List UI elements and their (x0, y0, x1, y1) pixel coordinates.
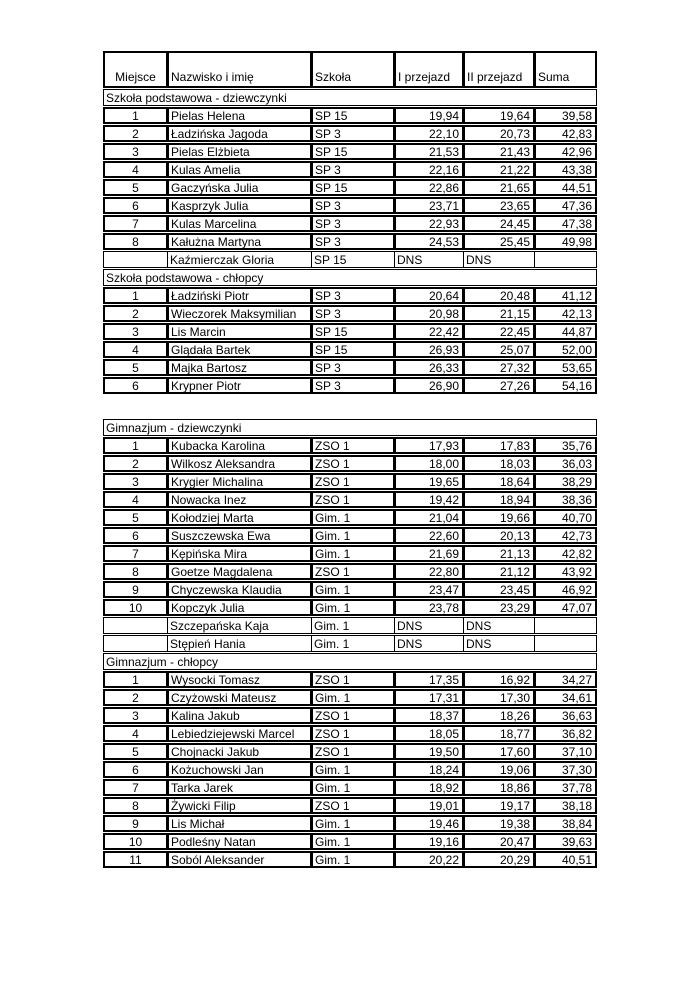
cell-name: Majka Bartosz (167, 359, 312, 376)
cell-name: Kałużna Martyna (167, 233, 312, 250)
cell-name: Kulas Amelia (167, 161, 312, 178)
cell-school: SP 15 (311, 341, 395, 358)
cell-total: 42,83 (534, 125, 597, 142)
result-row (103, 617, 597, 634)
cell-name: Żywicki Filip (167, 797, 312, 814)
cell-place: 1 (103, 287, 168, 304)
cell-school: ZSO 1 (311, 473, 395, 490)
cell-name: Podleśny Natan (167, 833, 312, 850)
column-header-przejazd1: I przejazd (394, 51, 464, 88)
result-row (103, 215, 597, 232)
cell-run1: 21,53 (394, 143, 464, 160)
table-gimnazjum (103, 419, 597, 868)
cell-run2: DNS (463, 251, 535, 268)
cell-run1: 20,64 (394, 287, 464, 304)
cell-school: SP 15 (311, 107, 395, 124)
cell-total: 47,07 (534, 599, 597, 616)
cell-school: Gim. 1 (311, 527, 395, 544)
cell-run1: 22,60 (394, 527, 464, 544)
cell-run1: 19,01 (394, 797, 464, 814)
cell-school: ZSO 1 (311, 437, 395, 454)
cell-place: 7 (103, 545, 168, 562)
column-header-szkola: Szkoła (311, 51, 395, 88)
cell-run2: 18,03 (463, 455, 535, 472)
cell-school: ZSO 1 (311, 563, 395, 580)
result-row (103, 143, 597, 160)
cell-place: 1 (103, 671, 168, 688)
cell-run1: 20,98 (394, 305, 464, 322)
result-row (103, 251, 597, 268)
cell-name: Glądała Bartek (167, 341, 312, 358)
cell-place: 2 (103, 455, 168, 472)
cell-name: Chojnacki Jakub (167, 743, 312, 760)
cell-run1: 21,04 (394, 509, 464, 526)
cell-place: 2 (103, 305, 168, 322)
cell-run1: 23,47 (394, 581, 464, 598)
cell-place: 10 (103, 599, 168, 616)
cell-total (534, 617, 597, 634)
cell-place: 5 (103, 179, 168, 196)
cell-run2: 21,12 (463, 563, 535, 580)
result-row (103, 707, 597, 724)
cell-run2: 23,65 (463, 197, 535, 214)
cell-school: Gim. 1 (311, 833, 395, 850)
result-row (103, 437, 597, 454)
cell-name: Wysocki Tomasz (167, 671, 312, 688)
cell-run2: 23,29 (463, 599, 535, 616)
cell-run1: DNS (394, 251, 464, 268)
cell-total: 37,78 (534, 779, 597, 796)
cell-total: 35,76 (534, 437, 597, 454)
cell-school: Gim. 1 (311, 761, 395, 778)
result-row (103, 473, 597, 490)
cell-school: ZSO 1 (311, 491, 395, 508)
cell-run2: 24,45 (463, 215, 535, 232)
cell-run2: 20,73 (463, 125, 535, 142)
cell-total: 36,63 (534, 707, 597, 724)
cell-total: 54,16 (534, 377, 597, 394)
cell-total: 34,27 (534, 671, 597, 688)
cell-total: 38,36 (534, 491, 597, 508)
cell-run2: 18,86 (463, 779, 535, 796)
cell-total (534, 251, 597, 268)
cell-school: ZSO 1 (311, 455, 395, 472)
cell-name: Kopczyk Julia (167, 599, 312, 616)
cell-total: 38,29 (534, 473, 597, 490)
cell-school: Gim. 1 (311, 635, 395, 652)
cell-total: 47,38 (534, 215, 597, 232)
cell-name: Kaźmierczak Gloria (167, 251, 312, 268)
result-row (103, 197, 597, 214)
result-row (103, 545, 597, 562)
result-row (103, 377, 597, 394)
cell-name: Suszczewska Ewa (167, 527, 312, 544)
cell-run1: 19,16 (394, 833, 464, 850)
cell-place: 11 (103, 851, 168, 868)
cell-school: SP 3 (311, 215, 395, 232)
cell-place: 8 (103, 233, 168, 250)
cell-school: SP 3 (311, 233, 395, 250)
result-row (103, 689, 597, 706)
cell-total (534, 635, 597, 652)
cell-total: 52,00 (534, 341, 597, 358)
header-row (103, 51, 597, 88)
cell-run1: 18,05 (394, 725, 464, 742)
cell-run1: 21,69 (394, 545, 464, 562)
cell-place: 6 (103, 197, 168, 214)
cell-run1: 22,86 (394, 179, 464, 196)
result-row (103, 491, 597, 508)
cell-name: Czyżowski Mateusz (167, 689, 312, 706)
cell-run2: 19,17 (463, 797, 535, 814)
cell-school: ZSO 1 (311, 743, 395, 760)
cell-run2: DNS (463, 635, 535, 652)
cell-school: SP 3 (311, 305, 395, 322)
cell-name: Stępień Hania (167, 635, 312, 652)
result-row (103, 851, 597, 868)
cell-run1: 26,93 (394, 341, 464, 358)
cell-run2: 18,94 (463, 491, 535, 508)
cell-place: 3 (103, 143, 168, 160)
cell-total: 42,73 (534, 527, 597, 544)
cell-run1: 18,37 (394, 707, 464, 724)
cell-place: 1 (103, 107, 168, 124)
result-row (103, 161, 597, 178)
cell-total: 42,96 (534, 143, 597, 160)
cell-run2: 19,06 (463, 761, 535, 778)
cell-run2: 16,92 (463, 671, 535, 688)
cell-run2: 21,22 (463, 161, 535, 178)
cell-place: 6 (103, 377, 168, 394)
cell-run1: 26,33 (394, 359, 464, 376)
cell-place: 9 (103, 815, 168, 832)
cell-total: 49,98 (534, 233, 597, 250)
cell-run2: 21,13 (463, 545, 535, 562)
cell-total: 36,03 (534, 455, 597, 472)
result-row (103, 599, 597, 616)
cell-place: 6 (103, 527, 168, 544)
cell-total: 38,84 (534, 815, 597, 832)
cell-total: 39,63 (534, 833, 597, 850)
cell-place: 4 (103, 491, 168, 508)
cell-run2: 20,13 (463, 527, 535, 544)
cell-place: 1 (103, 437, 168, 454)
result-row (103, 305, 597, 322)
cell-name: Ładziński Piotr (167, 287, 312, 304)
cell-run2: 17,30 (463, 689, 535, 706)
table-primary-school (103, 51, 597, 394)
cell-run1: DNS (394, 635, 464, 652)
section-title-row: Szkoła podstawowa - dziewczynki (103, 89, 597, 106)
cell-total: 53,65 (534, 359, 597, 376)
cell-run2: 25,07 (463, 341, 535, 358)
cell-run1: 23,71 (394, 197, 464, 214)
cell-total: 43,92 (534, 563, 597, 580)
result-row (103, 743, 597, 760)
cell-total: 36,82 (534, 725, 597, 742)
column-header-przejazd2: II przejazd (463, 51, 535, 88)
cell-name: Lebiedziejewski Marcel (167, 725, 312, 742)
cell-run1: 18,00 (394, 455, 464, 472)
result-row (103, 797, 597, 814)
cell-school: Gim. 1 (311, 509, 395, 526)
cell-place: 9 (103, 581, 168, 598)
result-row (103, 761, 597, 778)
cell-run2: DNS (463, 617, 535, 634)
result-row (103, 815, 597, 832)
result-row (103, 581, 597, 598)
column-header-suma: Suma (534, 51, 597, 88)
cell-place: 6 (103, 761, 168, 778)
result-row (103, 233, 597, 250)
cell-run2: 20,48 (463, 287, 535, 304)
result-row (103, 671, 597, 688)
cell-run2: 25,45 (463, 233, 535, 250)
cell-name: Krygier Michalina (167, 473, 312, 490)
cell-run1: 17,31 (394, 689, 464, 706)
cell-run2: 18,77 (463, 725, 535, 742)
cell-run2: 18,64 (463, 473, 535, 490)
cell-school: Gim. 1 (311, 599, 395, 616)
cell-place: 5 (103, 359, 168, 376)
cell-name: Wieczorek Maksymilian (167, 305, 312, 322)
cell-total: 37,30 (534, 761, 597, 778)
result-row (103, 179, 597, 196)
cell-place (103, 617, 168, 634)
cell-run2: 18,26 (463, 707, 535, 724)
section-title-row: Gimnazjum - dziewczynki (103, 419, 597, 436)
cell-run1: 24,53 (394, 233, 464, 250)
cell-name: Kalina Jakub (167, 707, 312, 724)
cell-total: 37,10 (534, 743, 597, 760)
result-row (103, 527, 597, 544)
cell-place: 7 (103, 779, 168, 796)
cell-run1: 22,80 (394, 563, 464, 580)
cell-school: SP 3 (311, 197, 395, 214)
cell-school: Gim. 1 (311, 815, 395, 832)
cell-place: 5 (103, 509, 168, 526)
cell-run2: 19,64 (463, 107, 535, 124)
cell-run1: 18,92 (394, 779, 464, 796)
cell-place: 7 (103, 215, 168, 232)
cell-name: Kożuchowski Jan (167, 761, 312, 778)
cell-place: 4 (103, 725, 168, 742)
cell-run2: 21,43 (463, 143, 535, 160)
cell-name: Lis Marcin (167, 323, 312, 340)
cell-total: 38,18 (534, 797, 597, 814)
cell-run1: DNS (394, 617, 464, 634)
cell-name: Chyczewska Klaudia (167, 581, 312, 598)
result-row (103, 455, 597, 472)
cell-place (103, 635, 168, 652)
cell-school: ZSO 1 (311, 725, 395, 742)
result-row (103, 287, 597, 304)
cell-name: Pielas Elżbieta (167, 143, 312, 160)
column-header-miejsce: Miejsce (103, 51, 168, 88)
cell-run1: 17,93 (394, 437, 464, 454)
cell-school: SP 3 (311, 377, 395, 394)
cell-name: Gaczyńska Julia (167, 179, 312, 196)
cell-place: 8 (103, 563, 168, 580)
cell-place: 10 (103, 833, 168, 850)
cell-name: Szczepańska Kaja (167, 617, 312, 634)
cell-place: 4 (103, 341, 168, 358)
cell-total: 43,38 (534, 161, 597, 178)
cell-school: SP 3 (311, 359, 395, 376)
cell-school: Gim. 1 (311, 545, 395, 562)
cell-school: ZSO 1 (311, 671, 395, 688)
cell-name: Krypner Piotr (167, 377, 312, 394)
cell-place: 5 (103, 743, 168, 760)
cell-school: Gim. 1 (311, 617, 395, 634)
cell-total: 34,61 (534, 689, 597, 706)
result-row (103, 635, 597, 652)
cell-total: 39,58 (534, 107, 597, 124)
cell-name: Ładzińska Jagoda (167, 125, 312, 142)
cell-place: 4 (103, 161, 168, 178)
cell-run2: 17,83 (463, 437, 535, 454)
cell-name: Wilkosz Aleksandra (167, 455, 312, 472)
cell-school: ZSO 1 (311, 797, 395, 814)
cell-run1: 19,42 (394, 491, 464, 508)
cell-school: SP 15 (311, 323, 395, 340)
cell-total: 42,82 (534, 545, 597, 562)
cell-run1: 19,50 (394, 743, 464, 760)
cell-total: 40,51 (534, 851, 597, 868)
cell-run2: 27,32 (463, 359, 535, 376)
cell-run2: 19,38 (463, 815, 535, 832)
cell-place: 8 (103, 797, 168, 814)
cell-name: Kubacka Karolina (167, 437, 312, 454)
cell-name: Kulas Marcelina (167, 215, 312, 232)
cell-total: 46,92 (534, 581, 597, 598)
result-row (103, 341, 597, 358)
cell-name: Kołodziej Marta (167, 509, 312, 526)
cell-school: SP 3 (311, 125, 395, 142)
cell-total: 40,70 (534, 509, 597, 526)
cell-place: 3 (103, 323, 168, 340)
section-title-row: Szkoła podstawowa - chłopcy (103, 269, 597, 286)
cell-name: Goetze Magdalena (167, 563, 312, 580)
cell-school: Gim. 1 (311, 779, 395, 796)
result-row (103, 359, 597, 376)
cell-school: Gim. 1 (311, 581, 395, 598)
cell-name: Pielas Helena (167, 107, 312, 124)
cell-total: 47,36 (534, 197, 597, 214)
cell-school: SP 15 (311, 251, 395, 268)
cell-run2: 20,29 (463, 851, 535, 868)
cell-school: SP 3 (311, 287, 395, 304)
cell-run2: 21,65 (463, 179, 535, 196)
cell-run2: 19,66 (463, 509, 535, 526)
cell-place: 2 (103, 125, 168, 142)
cell-run1: 22,10 (394, 125, 464, 142)
cell-run1: 22,16 (394, 161, 464, 178)
cell-total: 42,13 (534, 305, 597, 322)
section-title-row: Gimnazjum - chłopcy (103, 653, 597, 670)
result-row (103, 563, 597, 580)
cell-run1: 20,22 (394, 851, 464, 868)
cell-total: 44,87 (534, 323, 597, 340)
cell-run2: 27,26 (463, 377, 535, 394)
cell-run1: 23,78 (394, 599, 464, 616)
cell-name: Soból Aleksander (167, 851, 312, 868)
cell-run1: 19,94 (394, 107, 464, 124)
result-row (103, 323, 597, 340)
cell-place (103, 251, 168, 268)
cell-school: SP 15 (311, 179, 395, 196)
cell-run1: 19,65 (394, 473, 464, 490)
cell-name: Kasprzyk Julia (167, 197, 312, 214)
cell-place: 3 (103, 707, 168, 724)
cell-total: 44,51 (534, 179, 597, 196)
cell-place: 2 (103, 689, 168, 706)
cell-school: SP 15 (311, 143, 395, 160)
result-row (103, 509, 597, 526)
cell-school: Gim. 1 (311, 851, 395, 868)
cell-name: Nowacka Inez (167, 491, 312, 508)
cell-run1: 18,24 (394, 761, 464, 778)
results-document (103, 51, 597, 869)
cell-run1: 22,42 (394, 323, 464, 340)
cell-run2: 20,47 (463, 833, 535, 850)
cell-run2: 21,15 (463, 305, 535, 322)
cell-name: Kępińska Mira (167, 545, 312, 562)
cell-school: Gim. 1 (311, 689, 395, 706)
cell-run1: 19,46 (394, 815, 464, 832)
cell-run1: 26,90 (394, 377, 464, 394)
result-row (103, 107, 597, 124)
cell-run2: 17,60 (463, 743, 535, 760)
cell-run2: 23,45 (463, 581, 535, 598)
cell-school: ZSO 1 (311, 707, 395, 724)
result-row (103, 779, 597, 796)
result-row (103, 125, 597, 142)
cell-name: Lis Michał (167, 815, 312, 832)
cell-run2: 22,45 (463, 323, 535, 340)
cell-run1: 17,35 (394, 671, 464, 688)
cell-run1: 22,93 (394, 215, 464, 232)
cell-school: SP 3 (311, 161, 395, 178)
column-header-nazwisko: Nazwisko i imię (167, 51, 312, 88)
cell-name: Tarka Jarek (167, 779, 312, 796)
cell-total: 41,12 (534, 287, 597, 304)
result-row (103, 833, 597, 850)
cell-place: 3 (103, 473, 168, 490)
result-row (103, 725, 597, 742)
